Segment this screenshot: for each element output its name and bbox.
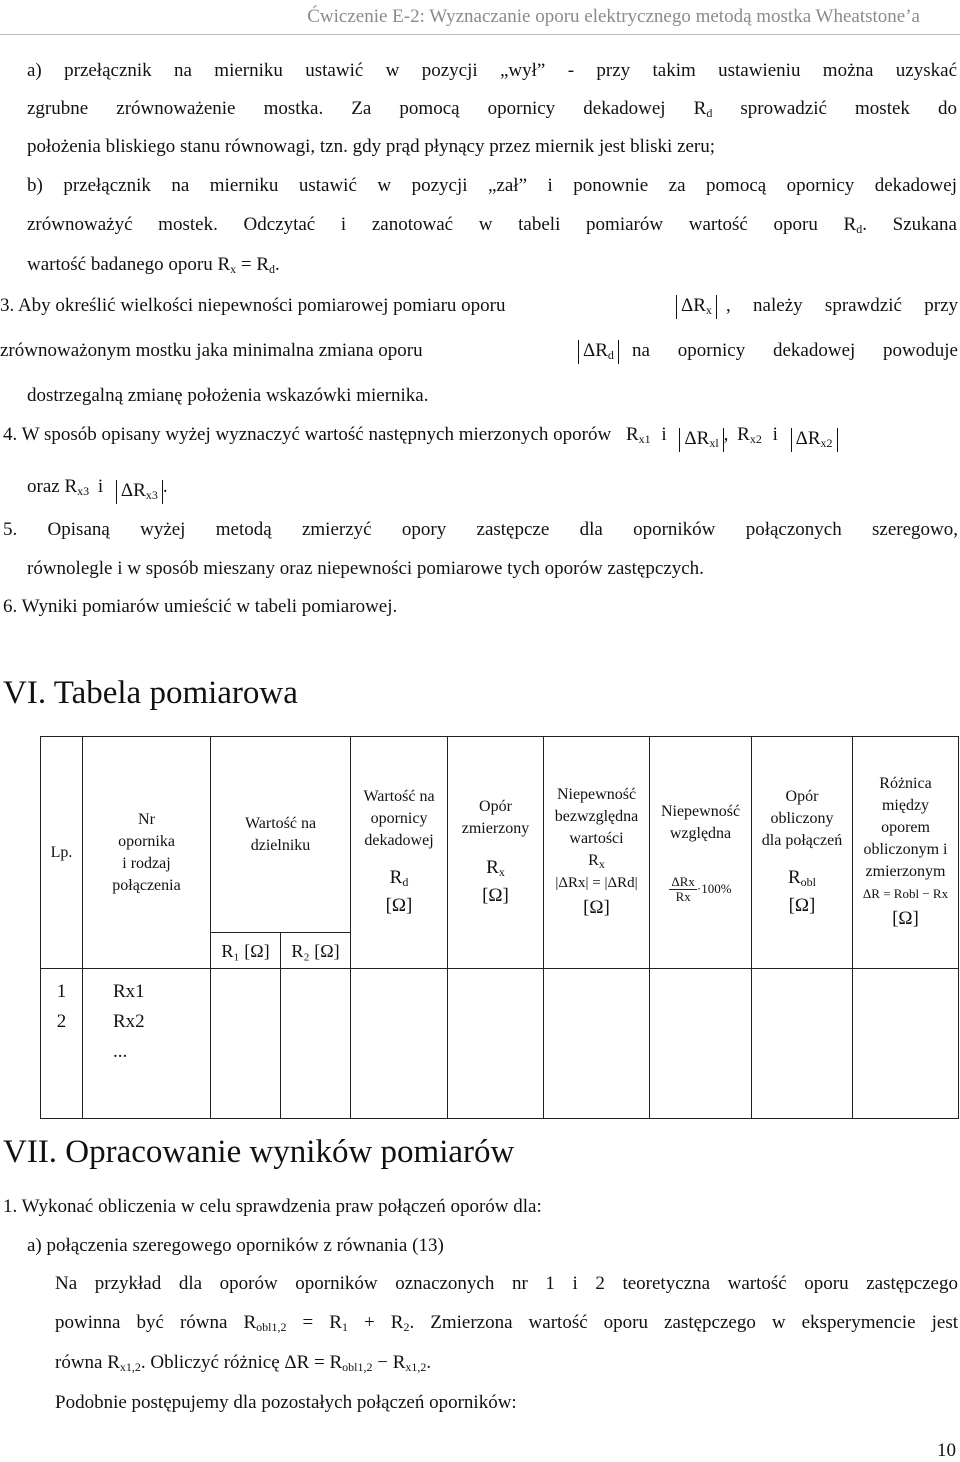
step-5-line-2: równolegle i w sposób mieszany oraz niepewności pomiarowe tych oporów zastępczych. — [27, 558, 704, 579]
r1-cell — [211, 969, 281, 1119]
calc-line-2: a) połączenia szeregowego oporników z równania (13) — [27, 1235, 444, 1256]
step-3-line-3: dostrzegalną zmianę położenia wskazówki miernika. — [27, 385, 429, 406]
calc-line-5: równa $R_{x1,2}$. Obliczyć różnicę $\Delta R = R_{obl1,2} - R_{x1,2}$. — [55, 1352, 432, 1374]
col-calculated-header: Opór obliczony dla połączeń $R_{obl}$ [Ω] — [752, 737, 853, 969]
header-divider — [0, 34, 960, 35]
col-measured-header: Opór zmierzony $R_x$ [Ω] — [448, 737, 544, 969]
step-5-line-1: 5. Opisaną wyżej metodą zmierzyć opory zastępcze dla oporników połączonych szeregowo, — [3, 519, 958, 540]
step-a-line-1: a) przełącznik na mierniku ustawić w pozycji „wył” - przy takim ustawieniu można uzyskać — [27, 60, 957, 81]
col-rel-uncertainty-header: Niepewność względna $\frac{\text{ΔRx}}{Rx}$ ·100% — [650, 737, 752, 969]
lp-cell: 1 2 — [41, 969, 83, 1119]
calc-line-6: Podobnie postępujemy dla pozostałych połączeń oporników: — [55, 1392, 517, 1413]
measurement-table — [40, 736, 959, 1119]
calc-line-1: 1. Wykonać obliczenia w celu sprawdzenia praw połączeń oporów dla: — [3, 1196, 542, 1217]
rd-cell — [351, 969, 448, 1119]
step-a-line-2: zgrubne zrównoważenie mostka. Za pomocą opornicy dekadowej $R_d$ sprowadzić mostek do — [27, 98, 957, 120]
delta-rd-abs: $\Delta R_d$ — [578, 340, 619, 364]
robl-cell — [752, 969, 853, 1119]
step-6: 6. Wyniki pomiarów umieścić w tabeli pomiarowej. — [3, 596, 398, 617]
col-decade-header: Wartość na opornicy dekadowej $R_d$ [Ω] — [351, 737, 448, 969]
calc-line-4: powinna być równa $R_{obl1,2} = R_1 + R_2$. Zmierzona wartość oporu zastępczego w eksperymencie jest — [55, 1312, 958, 1334]
col-r1-header: R₁ [Ω] — [211, 933, 281, 969]
rel-unc-cell — [650, 969, 752, 1119]
step-b-line-3: wartość badanego oporu $R_x = R_d$. — [27, 254, 280, 276]
step-a-line-3: położenia bliskiego stanu równowagi, tzn. gdy prąd płynący przez miernik jest bliski zeru; — [27, 136, 716, 157]
step-4-line-2: oraz $R_{x3}$ i $\Delta R_{x3}$ . — [27, 476, 168, 502]
step-b-line-1: b) przełącznik na mierniku ustawić w pozycji „zał” i ponownie za pomocą opornicy dekadowej — [27, 175, 957, 196]
calc-line-3: Na przykład dla oporów oporników oznaczonych nr 1 i 2 teoretyczna wartość oporu zastępczego — [55, 1273, 958, 1294]
diff-cell — [853, 969, 959, 1119]
col-lp-header: Lp. — [41, 737, 83, 969]
abs-unc-cell — [544, 969, 650, 1119]
step-4-line-1: 4. W sposób opisany wyżej wyznaczyć wartość następnych mierzonych oporów $R_{x1}$ i $\Delta R_{xl}$ , $R_{x2}$ i $\Delta R_{x2}$ — [3, 424, 960, 452]
col-difference-header: Różnica między oporem obliczonym i zmierzonym ΔR = Robl − Rx [Ω] — [853, 737, 959, 969]
step-b-line-2: zrównoważyć mostek. Odczytać i zanotować w tabeli pomiarów wartość oporu $R_d$. Szukana — [27, 214, 957, 236]
col-nr-header: Nr opornika i rodzaj połączenia — [83, 737, 211, 969]
page-number: 10 — [937, 1440, 956, 1461]
section-vi-heading: VI. Tabela pomiarowa — [3, 675, 298, 711]
col-r2-header: R₂ [Ω] — [281, 933, 351, 969]
col-divider-header: Wartość na dzielniku — [211, 737, 351, 933]
running-header: Ćwiczenie E-2: Wyznaczanie oporu elektrycznego metodą mostka Wheatstone’a — [307, 6, 920, 27]
r2-cell — [281, 969, 351, 1119]
delta-rx-abs: $\Delta R_x$ — [676, 295, 717, 319]
rx-cell — [448, 969, 544, 1119]
section-vii-heading: VII. Opracowanie wyników pomiarów — [3, 1134, 515, 1170]
nr-cell: Rx1 Rx2 ... — [83, 969, 211, 1119]
col-abs-uncertainty-header: Niepewność bezwzględna wartości $R_x$ |ΔRx| = |ΔRd| [Ω] — [544, 737, 650, 969]
